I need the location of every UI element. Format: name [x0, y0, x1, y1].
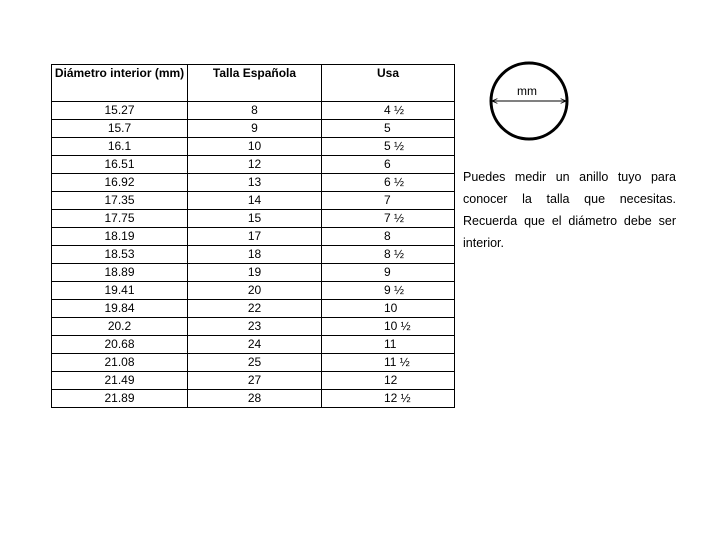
cell-usa-size: 9 ½ — [322, 282, 455, 300]
cell-usa-size: 10 — [322, 300, 455, 318]
cell-diameter: 15.7 — [52, 120, 188, 138]
cell-spanish-size: 19 — [188, 264, 322, 282]
table-row — [52, 192, 455, 210]
cell-usa-size: 12 — [322, 372, 455, 390]
table-row — [52, 282, 455, 300]
cell-diameter: 18.53 — [52, 246, 188, 264]
cell-diameter: 19.41 — [52, 282, 188, 300]
cell-usa-size: 8 ½ — [322, 246, 455, 264]
cell-spanish-size: 12 — [188, 156, 322, 174]
cell-diameter: 16.51 — [52, 156, 188, 174]
cell-diameter: 16.92 — [52, 174, 188, 192]
table-row — [52, 264, 455, 282]
cell-usa-size: 8 — [322, 228, 455, 246]
cell-spanish-size: 22 — [188, 300, 322, 318]
cell-spanish-size: 13 — [188, 174, 322, 192]
cell-diameter: 19.84 — [52, 300, 188, 318]
cell-spanish-size: 9 — [188, 120, 322, 138]
cell-spanish-size: 14 — [188, 192, 322, 210]
header-diameter: Diámetro interior (mm) — [52, 65, 188, 102]
cell-usa-size: 5 ½ — [322, 138, 455, 156]
table-row — [52, 372, 455, 390]
cell-spanish-size: 18 — [188, 246, 322, 264]
cell-usa-size: 6 — [322, 156, 455, 174]
cell-diameter: 21.08 — [52, 354, 188, 372]
cell-spanish-size: 27 — [188, 372, 322, 390]
table-body — [52, 102, 455, 408]
table-row — [52, 210, 455, 228]
cell-diameter: 16.1 — [52, 138, 188, 156]
cell-diameter: 20.68 — [52, 336, 188, 354]
cell-usa-size: 7 ½ — [322, 210, 455, 228]
cell-diameter: 21.49 — [52, 372, 188, 390]
cell-usa-size: 4 ½ — [322, 102, 455, 120]
cell-diameter: 17.75 — [52, 210, 188, 228]
cell-diameter: 20.2 — [52, 318, 188, 336]
cell-usa-size: 11 — [322, 336, 455, 354]
cell-spanish-size: 8 — [188, 102, 322, 120]
cell-spanish-size: 20 — [188, 282, 322, 300]
table-row — [52, 354, 455, 372]
cell-usa-size: 5 — [322, 120, 455, 138]
ring-size-table — [51, 64, 455, 408]
table-row — [52, 318, 455, 336]
table-row — [52, 246, 455, 264]
table-row — [52, 228, 455, 246]
header-spanish-size: Talla Española — [188, 65, 322, 102]
cell-diameter: 15.27 — [52, 102, 188, 120]
cell-usa-size: 10 ½ — [322, 318, 455, 336]
table-row — [52, 156, 455, 174]
table-header-row — [52, 65, 455, 102]
cell-spanish-size: 23 — [188, 318, 322, 336]
cell-spanish-size: 24 — [188, 336, 322, 354]
cell-usa-size: 11 ½ — [322, 354, 455, 372]
cell-spanish-size: 17 — [188, 228, 322, 246]
cell-usa-size: 6 ½ — [322, 174, 455, 192]
table-row — [52, 120, 455, 138]
measuring-note: Puedes medir un anillo tuyo para conocer la talla que necesitas. Recuerda que el diámetro debe ser interior. — [463, 170, 676, 250]
cell-usa-size: 7 — [322, 192, 455, 210]
cell-usa-size: 12 ½ — [322, 390, 455, 408]
ring-diameter-diagram — [486, 59, 572, 145]
diameter-unit-label: mm — [517, 84, 537, 98]
cell-spanish-size: 15 — [188, 210, 322, 228]
table-row — [52, 102, 455, 120]
cell-spanish-size: 28 — [188, 390, 322, 408]
table-row — [52, 138, 455, 156]
header-usa-size: Usa — [322, 65, 455, 102]
cell-diameter: 18.19 — [52, 228, 188, 246]
cell-spanish-size: 25 — [188, 354, 322, 372]
cell-diameter: 21.89 — [52, 390, 188, 408]
cell-spanish-size: 10 — [188, 138, 322, 156]
cell-diameter: 17.35 — [52, 192, 188, 210]
table-row — [52, 300, 455, 318]
table-row — [52, 390, 455, 408]
cell-usa-size: 9 — [322, 264, 455, 282]
table-row — [52, 174, 455, 192]
cell-diameter: 18.89 — [52, 264, 188, 282]
table-row — [52, 336, 455, 354]
